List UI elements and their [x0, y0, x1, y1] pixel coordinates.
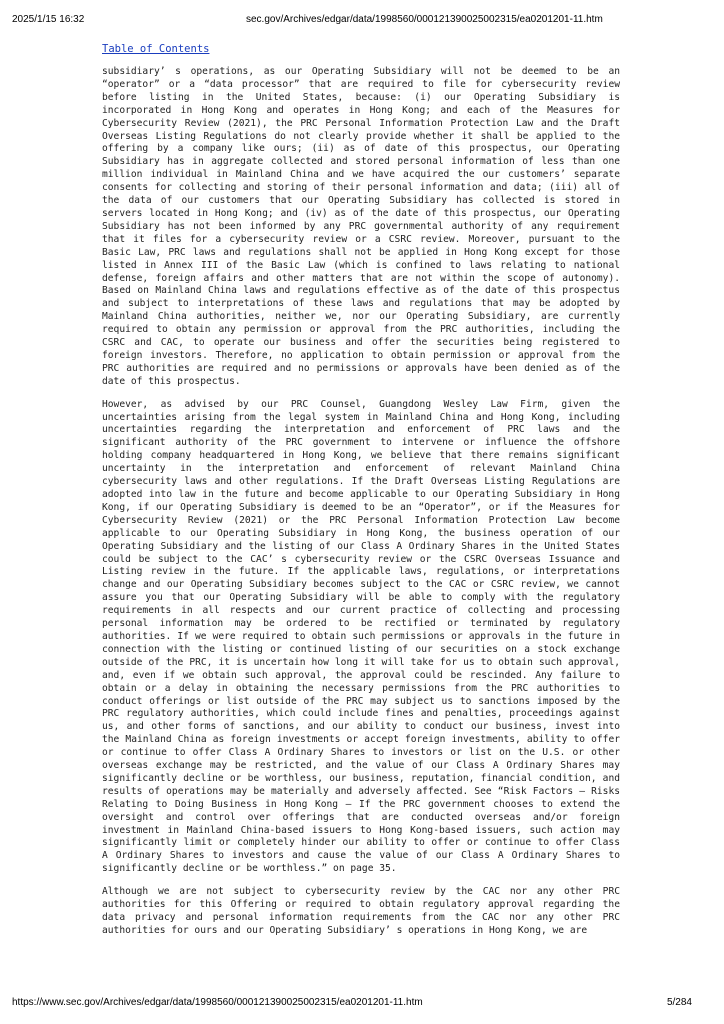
- print-datetime: 2025/1/15 16:32: [12, 14, 85, 25]
- print-footer-url: https://www.sec.gov/Archives/edgar/data/1998560/000121390025002315/ea0201201-11.htm: [12, 997, 423, 1008]
- paragraph-2: However, as advised by our PRC Counsel, Guangdong Wesley Law Firm, given the uncertainties arising from the legal system in Mainland China and Hong Kong, including uncertainties regarding the interpretation and enforcement of PRC laws and the significant authority of the PRC government to intervene or influence the offshore holding company headquartered in Hong Kong, we believe that there remains significant uncertainty in the interpretation and enforcement of relevant Mainland China cybersecurity laws and other regulations. If the Draft Overseas Listing Regulations are adopted into law in the future and become applicable to our Operating Subsidiary in Hong Kong, if our Operating Subsidiary is deemed to be an “Operator”, or if the Measures for Cybersecurity Review (2021) or the PRC Personal Information Protection Law become applicable to our Operating Subsidiary in Hong Kong, the business operation of our Operating Subsidiary and the listing of our Class A Ordinary Shares in the United States could be subject to the CAC’ s cybersecurity review or the CSRC Overseas Issuance and Listing review in the future. If the applicable laws, regulations, or interpretations change and our Operating Subsidiary becomes subject to the CAC or CSRC review, we cannot assure you that our Operating Subsidiary will be able to comply with the regulatory requirements in all respects and our current practice of collecting and processing personal information may be ordered to be rectified or terminated by regulatory authorities. If we were required to obtain such permissions or approvals in the future in connection with the listing or continued listing of our securities on a stock exchange outside of the PRC, it is uncertain how long it will take for us to obtain such approval, and, even if we obtain such approval, the approval could be rescinded. Any failure to obtain or a delay in obtaining the necessary permissions from the PRC authorities to conduct offerings or list outside of the PRC may subject us to sanctions imposed by the PRC regulatory authorities, which could include fines and penalties, proceedings against us, and other forms of sanctions, and our ability to conduct our business, invest into the Mainland China as foreign investments or accept foreign investments, ability to offer or continue to offer Class A Ordinary Shares to investors or list on the U.S. or other overseas exchange may be restricted, and the value of our Class A Ordinary Shares may significantly decline or be worthless, our business, reputation, financial condition, and results of operations may be materially and adversely affected. See “Risk Factors — Risks Relating to Doing Business in Hong Kong — If the PRC government chooses to extend the oversight and control over offerings that are conducted overseas and/or foreign investment in Mainland China-based issuers to Hong Kong-based issuers, such action may significantly limit or completely hinder our ability to offer or continue to offer Class A Ordinary Shares to investors and cause the value of our Class A Ordinary Shares to significantly decline or be worthless.” on page 35.: [102, 398, 620, 875]
- page-number: 5/284: [666, 997, 692, 1008]
- paragraph-3: Although we are not subject to cybersecurity review by the CAC nor any other PRC authorities for this Offering or required to obtain regulatory approval regarding the data privacy and personal information requirements from the CAC nor any other PRC authorities for ours and our Operating Subsidiary’ s operations in Hong Kong, we are: [102, 886, 620, 936]
- document-body: [102, 66, 620, 948]
- table-of-contents-link[interactable]: Table of Contents: [102, 43, 210, 55]
- print-header-url: sec.gov/Archives/edgar/data/1998560/000121390025002315/ea0201201-11.htm: [246, 14, 603, 25]
- paragraph-1: subsidiary’ s operations, as our Operating Subsidiary will not be deemed to be an “operator” or a “data processor” that are required to file for cybersecurity review before listing in the United States, because: (i) our Operating Subsidiary is incorporated in Hong Kong and operates in Hong Kong; and each of the Measures for Cybersecurity Review (2021), the PRC Personal Information Protection Law and the Draft Overseas Listing Regulations do not clearly provide whether it shall be applied to the offering by a company like ours; (ii) as of date of this prospectus, our Operating Subsidiary has in aggregate collected and stored personal information of less than one million individual in Mainland China and we have acquired the our customers’ separate consents for collecting and storing of their personal information and data; (iii) all of the data of our customers that our Operating Subsidiary has collected is stored in servers located in Hong Kong; and (iv) as of the date of this prospectus, our Operating Subsidiary has not been informed by any PRC governmental authority of any requirement that it files for a cybersecurity review or a CSRC review. Moreover, pursuant to the Basic Law, PRC laws and regulations shall not be applied in Hong Kong except for those listed in Annex III of the Basic Law (which is confined to laws relating to national defense, foreign affairs and other matters that are not within the scope of autonomy). Based on Mainland China laws and regulations effective as of the date of this prospectus and subject to interpretations of these laws and regulations that may be adopted by Mainland China authorities, neither we, nor our Operating Subsidiary, are currently required to obtain any permission or approval from the PRC authorities, including the CSRC and CAC, to operate our business and offer the securities being registered to foreign investors. Therefore, no application to obtain permission or approval from the PRC authorities are required and no permissions or approvals have been denied as of the date of this prospectus.: [102, 66, 620, 387]
